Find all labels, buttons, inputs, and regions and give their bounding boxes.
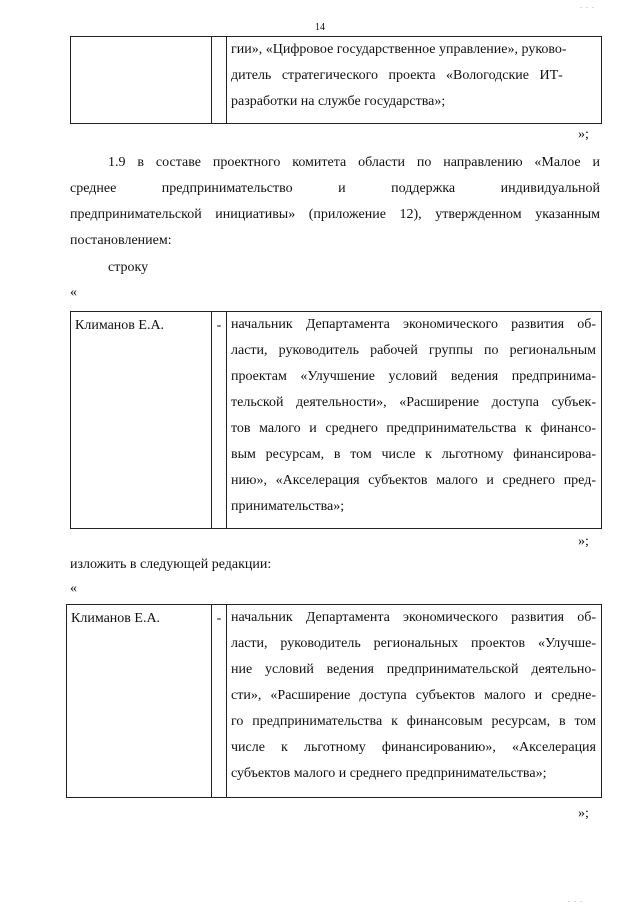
new-row-table [66, 604, 602, 798]
opening-quote: « [70, 581, 77, 596]
closing-quote: »; [578, 127, 589, 142]
dash-cell [212, 605, 227, 797]
position-cell [231, 37, 596, 123]
page-number: 14 [315, 22, 325, 33]
position-line: вым ресурсам, в том числе к льготному финансирова- [231, 447, 596, 462]
position-line: разработки на службе государства»; [231, 94, 446, 109]
position-line: дитель стратегического проекта «Вологодские ИТ- [231, 68, 563, 83]
name-cell [71, 37, 212, 123]
position-cell [231, 605, 596, 797]
paragraph-line: постановлением: [70, 233, 172, 248]
name-cell [71, 312, 212, 528]
position-line: начальник Департамента экономического развития об- [231, 317, 596, 332]
position-line: тельской деятельности», «Расширение доступа субъек- [231, 395, 596, 410]
position-line: начальник Департамента экономического развития об- [231, 610, 596, 625]
scan-mark-bottom: . . . [568, 895, 583, 904]
position-line: принимательства»; [231, 499, 345, 514]
position-line: ние условий ведения предпринимательской деятельно- [231, 662, 596, 677]
paragraph-line: предпринимательской инициативы» (приложение 12), утвержденном указанным [70, 207, 600, 222]
dash-cell [212, 312, 227, 528]
opening-quote: « [70, 285, 77, 300]
position-line: нию», «Акселерация субъектов малого и среднего пред- [231, 473, 596, 488]
closing-quote: »; [578, 534, 589, 549]
name-cell [67, 605, 212, 797]
position-line: ласти, руководитель региональных проектов «Улучше- [231, 636, 596, 651]
scan-mark-top: . . . [580, 1, 595, 10]
old-row-table [70, 311, 602, 529]
replace-label: изложить в следующей редакции: [70, 557, 272, 572]
position-cell [231, 312, 596, 528]
position-line: сти», «Расширение доступа субъектов малого и средне- [231, 688, 596, 703]
position-line: тов малого и среднего предпринимательства к финансо- [231, 421, 596, 436]
position-line: ласти, руководитель рабочей группы по региональным [231, 343, 596, 358]
paragraph-line: 1.9 в составе проектного комитета области по направлению «Малое и [108, 155, 600, 170]
continuation-table [70, 36, 602, 124]
position-line: числе к льготному финансированию», «Акселерация [231, 740, 596, 755]
position-line: субъектов малого и среднего предпринимательства»; [231, 766, 547, 781]
position-line: гии», «Цифровое государственное управление», руково- [231, 42, 567, 57]
paragraph-line: среднее предпринимательство и поддержка индивидуальной [70, 181, 600, 196]
dash-cell [212, 37, 227, 123]
dash: - [216, 318, 222, 333]
item-paragraph [70, 150, 600, 254]
person-name: Климанов Е.А. [75, 318, 165, 333]
person-name: Климанов Е.А. [71, 611, 161, 626]
dash: - [216, 611, 222, 626]
position-line: проектам «Улучшение условий ведения предпринима- [231, 369, 596, 384]
row-label: строку [108, 260, 149, 275]
closing-quote: »; [578, 806, 589, 821]
position-line: го предпринимательства к финансовым ресурсам, в том [231, 714, 596, 729]
